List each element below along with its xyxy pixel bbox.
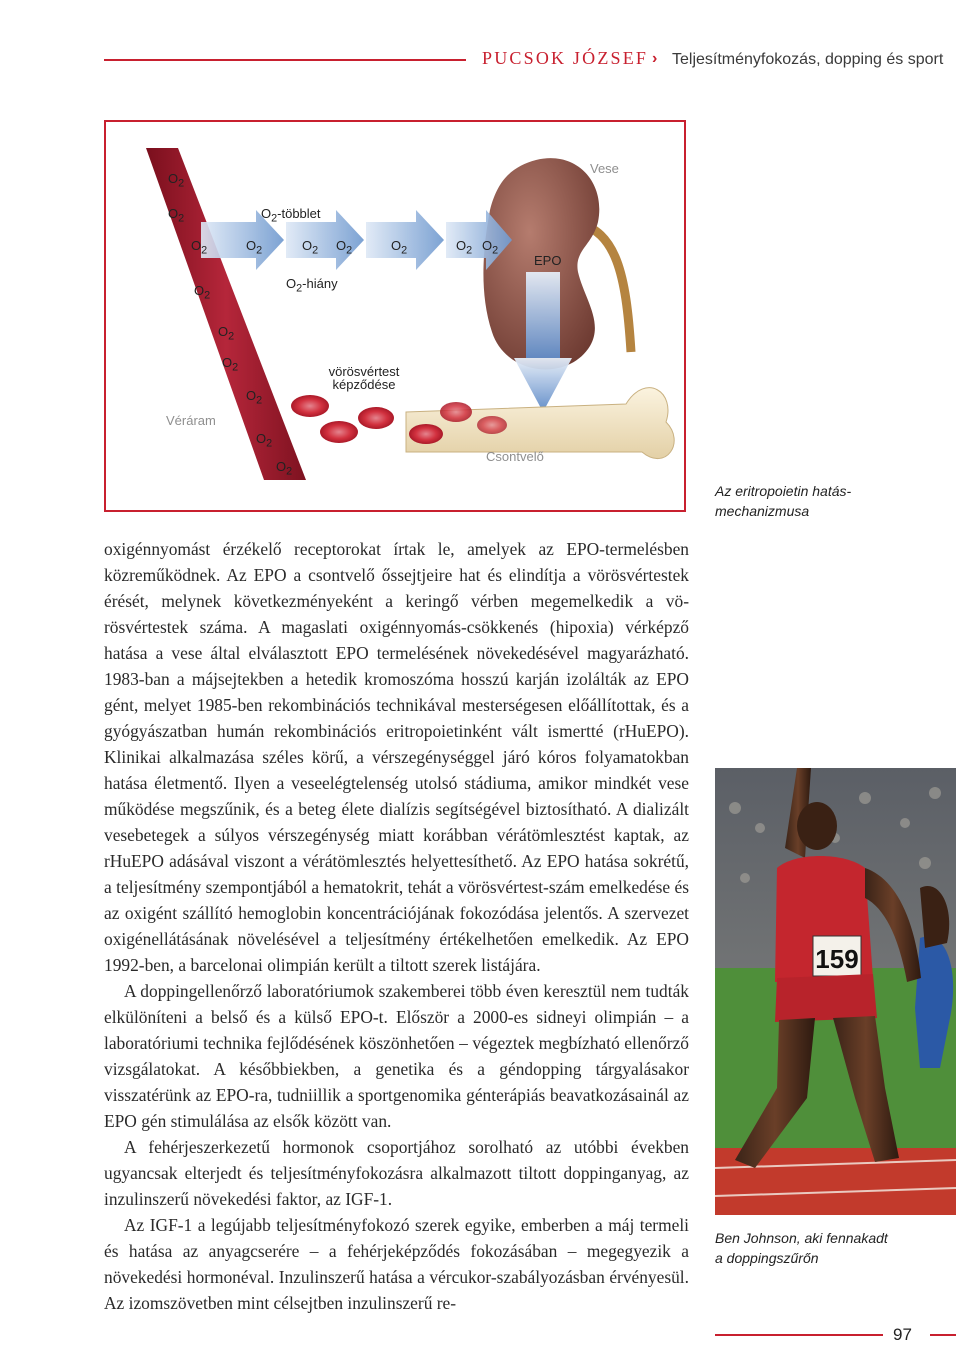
header-separator-icon: › (652, 50, 658, 67)
paragraph-2: A doppingellenőrző laboratóriumok szakemberei több éven keresztül nem tudták elkülöníteni a belső és a külső EPO-t. Először a 2000-es sidneyi olimpián – a laboratóriumi technika fejlődésének köszönhetően – végeztek megbízható ellenőrző vizsgálatokat. A későbbiekben, a genetika és a géndopping tárgyalásakor visszatérünk az EPO-ra, tudniillik a sportgenomika génterápiás beavatkozásainál az EPO gén stimulálása az elsők között van. (104, 981, 689, 1131)
bib-number: 159 (815, 944, 859, 974)
o2-label: $O_2$ (456, 238, 473, 257)
footer-rule-right (930, 1334, 956, 1336)
photo-caption-line-1: Ben Johnson, aki fennakadt (715, 1230, 888, 1246)
paragraph-4: Az IGF-1 a legújabb teljesítményfokozó szerek egyike, emberben a máj termeli és hatása az anyagcserére – a fehérjeképződés fokozásában – megegyezik a növekedési hormonéval. Inzulinszerű hatása a vércukor-szabályozásban érvényesül. Az izomszövetben mint célsejtben inzulinszerű re- (104, 1215, 689, 1313)
o2-label: $O_2$ (168, 171, 185, 190)
paragraph-3: A fehérjeszerkezetű hormonok csoportjához sorolható az utóbbi években ugyancsak elterjedt és teljesítményfokozásra alkalmazott tiltott doppinganyag, az inzulinszerű növekedési faktor, az IGF-1. (104, 1137, 689, 1209)
o2-label: $O_2$ (222, 355, 239, 374)
header-rule (104, 59, 466, 61)
o2-label: $O_2$ (168, 206, 185, 225)
o2-label: $O_2$ (194, 283, 211, 302)
photo-caption-line-2: a doppingszűrőn (715, 1250, 819, 1266)
photo-caption (715, 1228, 955, 1268)
header-book-title: Teljesítményfokozás, dopping és sport (672, 51, 944, 68)
o2-label: $O_2$ (191, 238, 208, 257)
o2-label: $O_2$ (302, 238, 319, 257)
o2-label: $O_2$ (482, 238, 499, 257)
o2-label: $O_2$ (246, 238, 263, 257)
head-icon (797, 802, 837, 850)
kidney-label: Vese (590, 161, 619, 176)
sprinter-illustration (715, 768, 956, 1215)
page-number: 97 (893, 1325, 912, 1344)
o2-label: $O_2$ (246, 388, 263, 407)
figure-illustration (106, 122, 686, 512)
epo-mechanism-figure (104, 120, 686, 512)
figure-caption-line-2: mechanizmusa (715, 503, 810, 519)
header-author: PUCSOK JÓZSEF (482, 48, 649, 68)
epo-label: EPO (534, 253, 562, 268)
o2-label: $O_2$ (276, 459, 293, 478)
bloodstream-label: Véráram (166, 413, 216, 428)
rbc-formation-label (320, 365, 408, 391)
figure-caption-line-1: Az eritropoietin hatás- (715, 483, 852, 499)
rbc-formation-line-1: vörösvértest (328, 364, 400, 379)
o2-surplus-label: $O_2$-többlet (261, 206, 321, 225)
o2-label: $O_2$ (256, 431, 273, 450)
bone-marrow-label: Csontvelő (486, 449, 544, 464)
red-shorts-icon (775, 974, 877, 1022)
ben-johnson-photo (715, 768, 956, 1215)
footer-rule (715, 1334, 883, 1336)
o2-label: $O_2$ (218, 324, 235, 343)
rbc-formation-line-2: képződése (332, 377, 396, 392)
body-text (104, 536, 689, 1316)
figure-caption (715, 481, 955, 521)
o2-deficit-label: $O_2$-hiány (286, 276, 338, 295)
o2-label: $O_2$ (391, 238, 408, 257)
o2-label: $O_2$ (336, 238, 353, 257)
blood-vessel-icon (146, 148, 306, 480)
paragraph-1: oxigénnyomást érzékelő receptorokat írtak le, amelyek az EPO-termelésben közreműködnek. Az EPO a csontvelő őssejtjeire hat és elindítja a vörösvértestek érését, melynek következményeként a keringő vérben megemelkedik a vörösvértestek száma. A magaslati oxigénnyomás-csökkenés (hipoxia) vérképző hatása a vese által elválasztott EPO termelésének növekedésével magyarázható. 1983-ban a májsejtekben a hetedik kromoszóma hosszú karján izolálták az EPO gént, melyet 1985-ben rekombinációs technikával mesterségesen előállítottak, és a gyógyászatban humán rekombinációs eritropoietinként vált ismertté (rHuEPO). Klinikai alkalmazása széles körű, a vérszegénységgel járó kóros folyamatokban hatása életmentő. Ilyen a veseelégtelenség utolsó stádiuma, amikor mindkét vese működése megszűnik, és a beteg élete dialízis segítségével biztosítható. A dializált vesebetegek a súlyos vérszegénység miatt korábban vérátömlesztést kaptak, az rHuEPO adásával viszont a vérátömlesztés helyettesíthető. Az EPO hatása sokrétű, a teljesítmény szempontjából a hematokrit, tehát a vörösvértest-szám emelkedése és az oxigént szállító hemoglobin koncentrációjának fokozódása jelentős. A szervezet oxigénellátásának növelésével a teljesítmény értékelhetően emelkedik. Az EPO 1992-ben, a barcelonai olimpián került a tiltott szerek listájára. (104, 539, 689, 975)
